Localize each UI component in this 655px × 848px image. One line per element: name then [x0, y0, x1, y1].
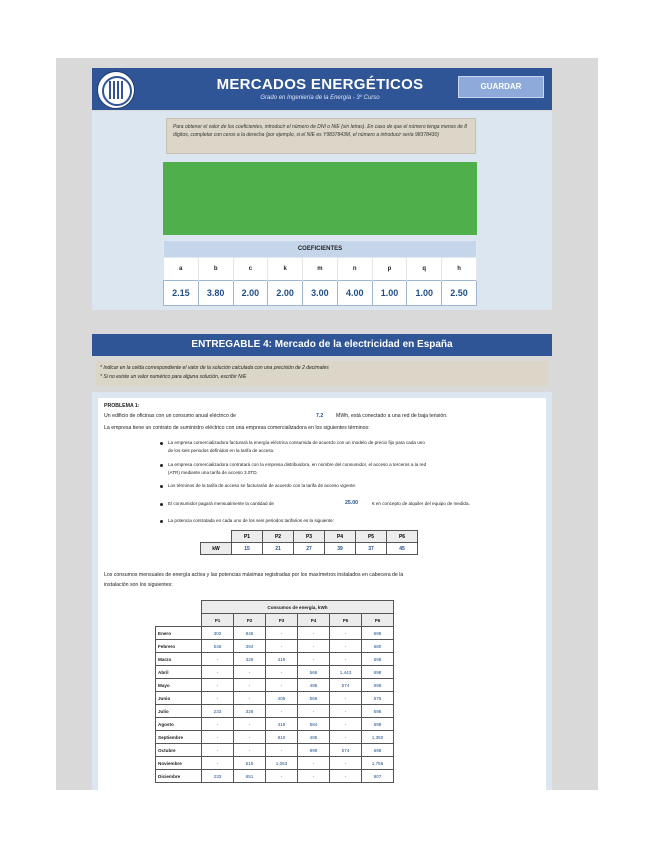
- coef-value: 1.00: [372, 281, 407, 306]
- coef-value: 3.00: [303, 281, 338, 306]
- month-label: Diciembre: [156, 770, 202, 783]
- coef-letter: q: [407, 258, 442, 281]
- coef-letter: n: [337, 258, 372, 281]
- consumption-table: [155, 600, 394, 783]
- coef-letter: b: [198, 258, 233, 281]
- consumption-value: 680: [362, 640, 394, 653]
- consumption-value: -: [330, 640, 362, 653]
- consumption-value: 810: [266, 731, 298, 744]
- consumption-value: -: [298, 627, 330, 640]
- consumption-value: -: [266, 705, 298, 718]
- consumption-value: -: [298, 770, 330, 783]
- period-header: P1: [232, 531, 263, 543]
- logo-emblem: [109, 81, 123, 99]
- month-label: Julio: [156, 705, 202, 718]
- coef-letter: a: [164, 258, 199, 281]
- consumption-value: 698: [362, 627, 394, 640]
- consumption-value: -: [202, 679, 234, 692]
- consumption-value: 899: [298, 744, 330, 757]
- consumption-value: -: [330, 705, 362, 718]
- consumption-value: 1,053: [266, 757, 298, 770]
- power-value: 27: [294, 543, 325, 555]
- consumption-value: 698: [362, 666, 394, 679]
- empty-cell: [156, 614, 202, 627]
- coef-value: 3.80: [198, 281, 233, 306]
- meter-rental-value: 25.00: [345, 500, 358, 506]
- consumption-value: 515: [234, 757, 266, 770]
- period-header: P5: [330, 614, 362, 627]
- period-header: P6: [387, 531, 418, 543]
- bullet-3: Los términos de la tarifa de acceso se facturarán de acuerdo con la tarifa de acceso vigente.: [168, 483, 357, 488]
- consumption-value: -: [266, 679, 298, 692]
- save-button[interactable]: GUARDAR: [458, 76, 544, 98]
- consumption-value: 698: [362, 718, 394, 731]
- consumption-value: 394: [234, 640, 266, 653]
- consumption-row: [156, 679, 394, 692]
- period-header: P4: [298, 614, 330, 627]
- month-label: Marzo: [156, 653, 202, 666]
- consumption-value: -: [298, 653, 330, 666]
- consumption-title: Consumos de energía, kWh: [202, 601, 394, 614]
- problem-line2: La empresa tiene un contrato de suministro eléctrico con una empresa comercializadora en los siguientes términos:: [104, 425, 370, 431]
- consumption-value: 566: [298, 666, 330, 679]
- consumption-row: [156, 757, 394, 770]
- consumption-value: 546: [202, 640, 234, 653]
- power-value: 39: [325, 543, 356, 555]
- month-label: Octubre: [156, 744, 202, 757]
- coef-letter: h: [442, 258, 477, 281]
- consumption-value: -: [330, 692, 362, 705]
- coef-value: 4.00: [337, 281, 372, 306]
- consumption-value: 1,443: [330, 666, 362, 679]
- coef-value: 2.15: [164, 281, 199, 306]
- consumption-value: 651: [234, 770, 266, 783]
- period-header: P6: [362, 614, 394, 627]
- consumption-value: 1,755: [362, 757, 394, 770]
- consumption-value: -: [330, 770, 362, 783]
- bullet-4: El consumidor pagará mensualmente la cantidad de: [168, 501, 274, 506]
- instructions-box: Para obtener el valor de los coeficientes, introducir el número de DNI o NIE (sin letras). En caso de que el número tenga menos de 8 dígitos, completar con ceros a la derecha (por ejemplo, si el NIE es Y9837843M, el número a introducir sería 98378430): [166, 118, 476, 154]
- month-label: Abril: [156, 666, 202, 679]
- consumption-value: 495: [298, 679, 330, 692]
- month-label: Enero: [156, 627, 202, 640]
- consumption-value: -: [202, 666, 234, 679]
- consumption-row: [156, 731, 394, 744]
- empty-cell: [201, 531, 232, 543]
- bullet-2-line-b: (ATR) mediante una tarifa de acceso 3.0TD.: [168, 470, 258, 475]
- coef-letter: c: [233, 258, 268, 281]
- consumption-value: 405: [266, 692, 298, 705]
- consumption-row: [156, 705, 394, 718]
- consumption-value: 233: [202, 705, 234, 718]
- bullet-5: La potencia contratada en cada uno de los seis periodos tarifarios es la siguiente:: [168, 518, 334, 523]
- consumption-row: [156, 627, 394, 640]
- consumption-row: [156, 666, 394, 679]
- coef-value: 2.50: [442, 281, 477, 306]
- consumption-value: -: [202, 744, 234, 757]
- power-value: 45: [387, 543, 418, 555]
- consumption-value: -: [266, 627, 298, 640]
- consumption-value: -: [234, 666, 266, 679]
- consumption-row: [156, 692, 394, 705]
- bullet-dot: [160, 485, 163, 488]
- month-label: Noviembre: [156, 757, 202, 770]
- bullet-1-line-b: de los seis periodos definidos en la tarifa de acceso.: [168, 448, 275, 453]
- id-input-area[interactable]: [163, 162, 477, 235]
- period-header: P4: [325, 531, 356, 543]
- consumption-value: -: [330, 731, 362, 744]
- bullet-2: [168, 461, 426, 477]
- consumption-value: 233: [202, 770, 234, 783]
- note-precision: * Indicar en la celda correspondiente el valor de la solución calculada con una precisión de 2 decimales: [100, 365, 329, 371]
- consumption-value: -: [202, 718, 234, 731]
- deliverable-notes: [96, 361, 548, 386]
- month-label: Junio: [156, 692, 202, 705]
- period-header: P2: [234, 614, 266, 627]
- bullet-dot: [160, 464, 163, 467]
- consumption-value: 574: [330, 679, 362, 692]
- consumption-value: 846: [234, 627, 266, 640]
- consumption-value: -: [234, 744, 266, 757]
- consumption-value: -: [330, 718, 362, 731]
- consumption-value: -: [234, 731, 266, 744]
- consumption-value: -: [330, 653, 362, 666]
- consumption-value: 419: [266, 653, 298, 666]
- bullet-2-line-a: La empresa comercializadora contratará con la empresa distribuidora, en nombre del consumidor, el acceso a terceros a la red: [168, 462, 427, 467]
- coef-value: 1.00: [407, 281, 442, 306]
- consumption-value: 1,350: [362, 731, 394, 744]
- coef-letter: m: [303, 258, 338, 281]
- consumption-value: -: [234, 692, 266, 705]
- coefficients-title: COEFICIENTES: [164, 241, 477, 258]
- month-label: Agosto: [156, 718, 202, 731]
- month-label: Mayo: [156, 679, 202, 692]
- consumption-value: 574: [330, 744, 362, 757]
- consumption-value: -: [202, 653, 234, 666]
- power-value: 21: [263, 543, 294, 555]
- contracted-power-table: [200, 530, 418, 555]
- power-value: 15: [232, 543, 263, 555]
- period-header: P2: [263, 531, 294, 543]
- page-title: MERCADOS ENERGÉTICOS: [216, 76, 424, 93]
- month-label: Febrero: [156, 640, 202, 653]
- consumption-value: -: [202, 692, 234, 705]
- bullet-dot: [160, 503, 163, 506]
- period-header: P1: [202, 614, 234, 627]
- period-header: P3: [294, 531, 325, 543]
- consumption-value: -: [298, 757, 330, 770]
- consumption-value: -: [266, 770, 298, 783]
- unit-label: kW: [201, 543, 232, 555]
- consumption-value: 302: [202, 627, 234, 640]
- consumption-row: [156, 718, 394, 731]
- bullet-1: [168, 439, 425, 455]
- annual-consumption-value: 7.2: [316, 413, 324, 419]
- bullet-4-end: € en concepto de alquiler del equipo de medida.: [372, 501, 470, 506]
- bullet-dot: [160, 442, 163, 445]
- period-header: P5: [356, 531, 387, 543]
- empty-cell: [156, 601, 202, 614]
- consumption-value: 584: [298, 718, 330, 731]
- bullet-dot: [160, 520, 163, 523]
- month-label: Septiembre: [156, 731, 202, 744]
- consumption-value: 698: [362, 744, 394, 757]
- consumption-value: -: [298, 705, 330, 718]
- consumption-intro-2: instalación son los siguientes:: [104, 582, 173, 588]
- consumption-value: -: [330, 627, 362, 640]
- consumption-value: 698: [362, 705, 394, 718]
- consumption-value: -: [330, 757, 362, 770]
- consumption-value: 495: [298, 731, 330, 744]
- problem-line1: Un edificio de oficinas con un consumo anual eléctrico de: [104, 413, 237, 419]
- problem-line1-end: MWh, está conectado a una red de baja tensión.: [336, 413, 448, 419]
- coef-letter: p: [372, 258, 407, 281]
- consumption-value: 566: [298, 692, 330, 705]
- period-header: P3: [266, 614, 298, 627]
- consumption-value: 419: [266, 718, 298, 731]
- consumption-value: -: [266, 666, 298, 679]
- coefficients-table: [163, 240, 477, 306]
- problem-heading: PROBLEMA 1:: [104, 403, 140, 409]
- consumption-value: 698: [362, 679, 394, 692]
- consumption-row: [156, 653, 394, 666]
- consumption-row: [156, 770, 394, 783]
- consumption-value: -: [234, 718, 266, 731]
- page-subtitle: Grado en Ingeniería de la Energía - 3º Curso: [260, 95, 380, 101]
- consumption-value: -: [298, 640, 330, 653]
- consumption-value: 907: [362, 770, 394, 783]
- coef-letter: k: [268, 258, 303, 281]
- consumption-value: -: [234, 679, 266, 692]
- consumption-value: -: [266, 640, 298, 653]
- consumption-value: -: [266, 744, 298, 757]
- consumption-value: 326: [234, 653, 266, 666]
- note-ne: * Si no existe un valor numérico para alguna solución, escribir N/E: [100, 374, 247, 380]
- consumption-row: [156, 640, 394, 653]
- consumption-value: 675: [362, 692, 394, 705]
- coef-value: 2.00: [268, 281, 303, 306]
- consumption-value: 698: [362, 653, 394, 666]
- consumption-value: -: [202, 731, 234, 744]
- consumption-intro-1: Los consumos mensuales de energía activa y las potencias máximas registradas por los maxímetros instalados en cabecera de la: [104, 572, 404, 578]
- consumption-value: -: [202, 757, 234, 770]
- consumption-value: 326: [234, 705, 266, 718]
- university-logo: [97, 71, 135, 109]
- coef-value: 2.00: [233, 281, 268, 306]
- deliverable-title: ENTREGABLE 4: Mercado de la electricidad en España: [92, 334, 552, 356]
- bullet-1-line-a: La empresa comercializadora facturará la energía eléctrica consumida de acuerdo con un modelo de precio fijo para cada uno: [168, 440, 425, 445]
- power-value: 37: [356, 543, 387, 555]
- consumption-row: [156, 744, 394, 757]
